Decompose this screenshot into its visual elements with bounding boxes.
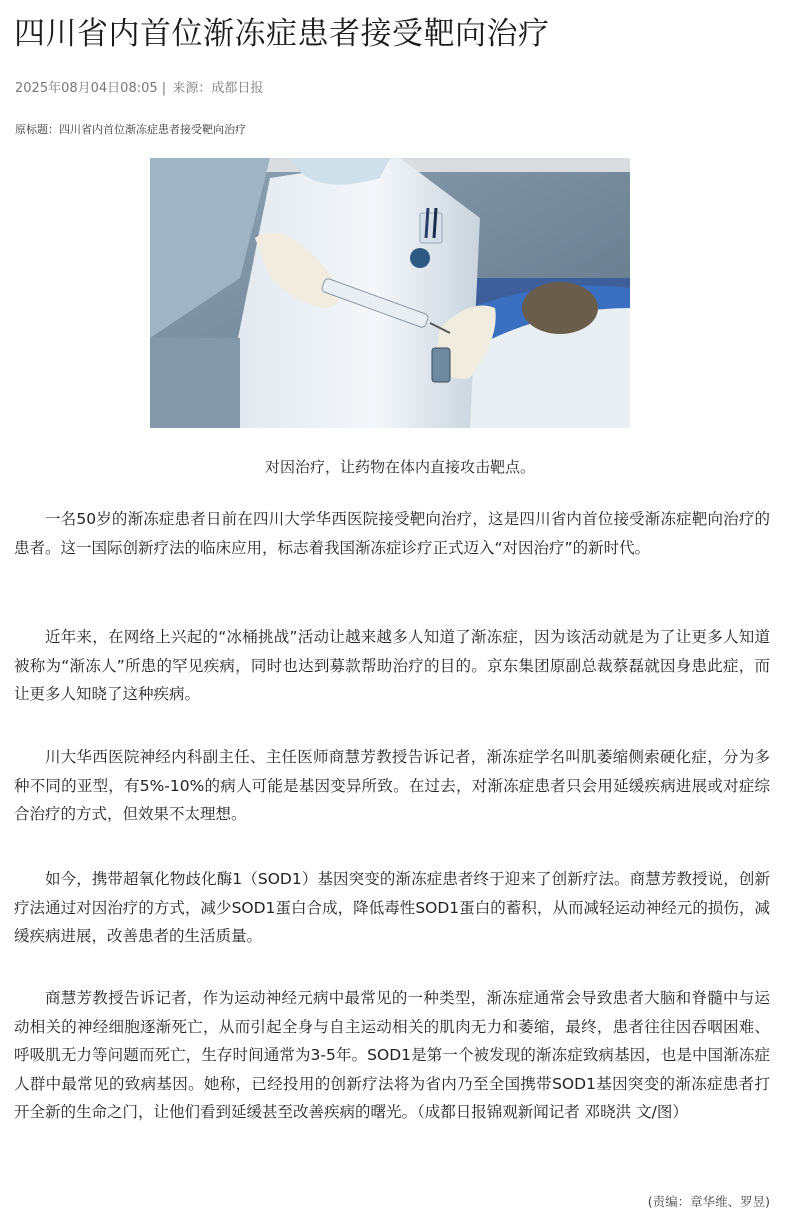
original-title: 原标题：四川省内首位渐冻症患者接受靶向治疗	[15, 123, 246, 136]
paragraph: 川大华西医院神经内科副主任、主任医师商慧芳教授告诉记者，渐冻症学名叫肌萎缩侧索硬化症，分为多种不同的亚型，有5%-10%的病人可能是基因变异所致。在过去，对渐冻症患者只会用延缓疾病进展或对症综合治疗的方式，但效果不太理想。	[14, 748, 770, 823]
paragraph: 商慧芳教授告诉记者，作为运动神经元病中最常见的一种类型，渐冻症通常会导致患者大脑和脊髓中与运动相关的神经细胞逐渐死亡，从而引起全身与自主运动相关的肌肉无力和萎缩，最终，患者往往因吞咽困难、呼吸肌无力等问题而死亡，生存时间通常为3-5年。SOD1是第一个被发现的渐冻症致病基因，也是中国渐冻症人群中最常见的致病基因。她称，已经投用的创新疗法将为省内乃至全国携带SOD1基因突变的渐冻症患者打开全新的生命之门，让他们看到延缓甚至改善疾病的曙光。（成都日报锦观新闻记者 邓晓洪 文/图）	[14, 989, 770, 1121]
article-meta	[15, 77, 263, 96]
article-title: 四川省内首位渐冻症患者接受靶向治疗	[14, 16, 550, 52]
source-label: 来源：成都日报	[172, 81, 264, 96]
meta-separator: |	[161, 81, 167, 96]
publish-datetime: 2025年08月04日08:05	[15, 81, 158, 96]
photo-caption: 对因治疗，让药物在体内直接攻击靶点。	[264, 458, 535, 476]
paragraph: 一名50岁的渐冻症患者日前在四川大学华西医院接受靶向治疗，这是四川省内首位接受渐冻症靶向治疗的患者。这一国际创新疗法的临床应用，标志着我国渐冻症诊疗正式迈入“对因治疗”的新时代。	[14, 510, 770, 557]
article-photo	[150, 158, 630, 428]
editor-credit: (责编：章华维、罗昱)	[647, 1194, 770, 1209]
paragraph: 近年来，在网络上兴起的“冰桶挑战”活动让越来越多人知道了渐冻症，因为该活动就是为了让更多人知道被称为“渐冻人”所患的罕见疾病，同时也达到募款帮助治疗的目的。京东集团原副总裁蔡磊就因身患此症，而让更多人知晓了这种疾病。	[14, 628, 770, 703]
paragraph: 如今，携带超氧化物歧化酶1（SOD1）基因突变的渐冻症患者终于迎来了创新疗法。商慧芳教授说，创新疗法通过对因治疗的方式，减少SOD1蛋白合成，降低毒性SOD1蛋白的蓄积，从而减轻运动神经元的损伤，减缓疾病进展，改善患者的生活质量。	[14, 870, 770, 945]
